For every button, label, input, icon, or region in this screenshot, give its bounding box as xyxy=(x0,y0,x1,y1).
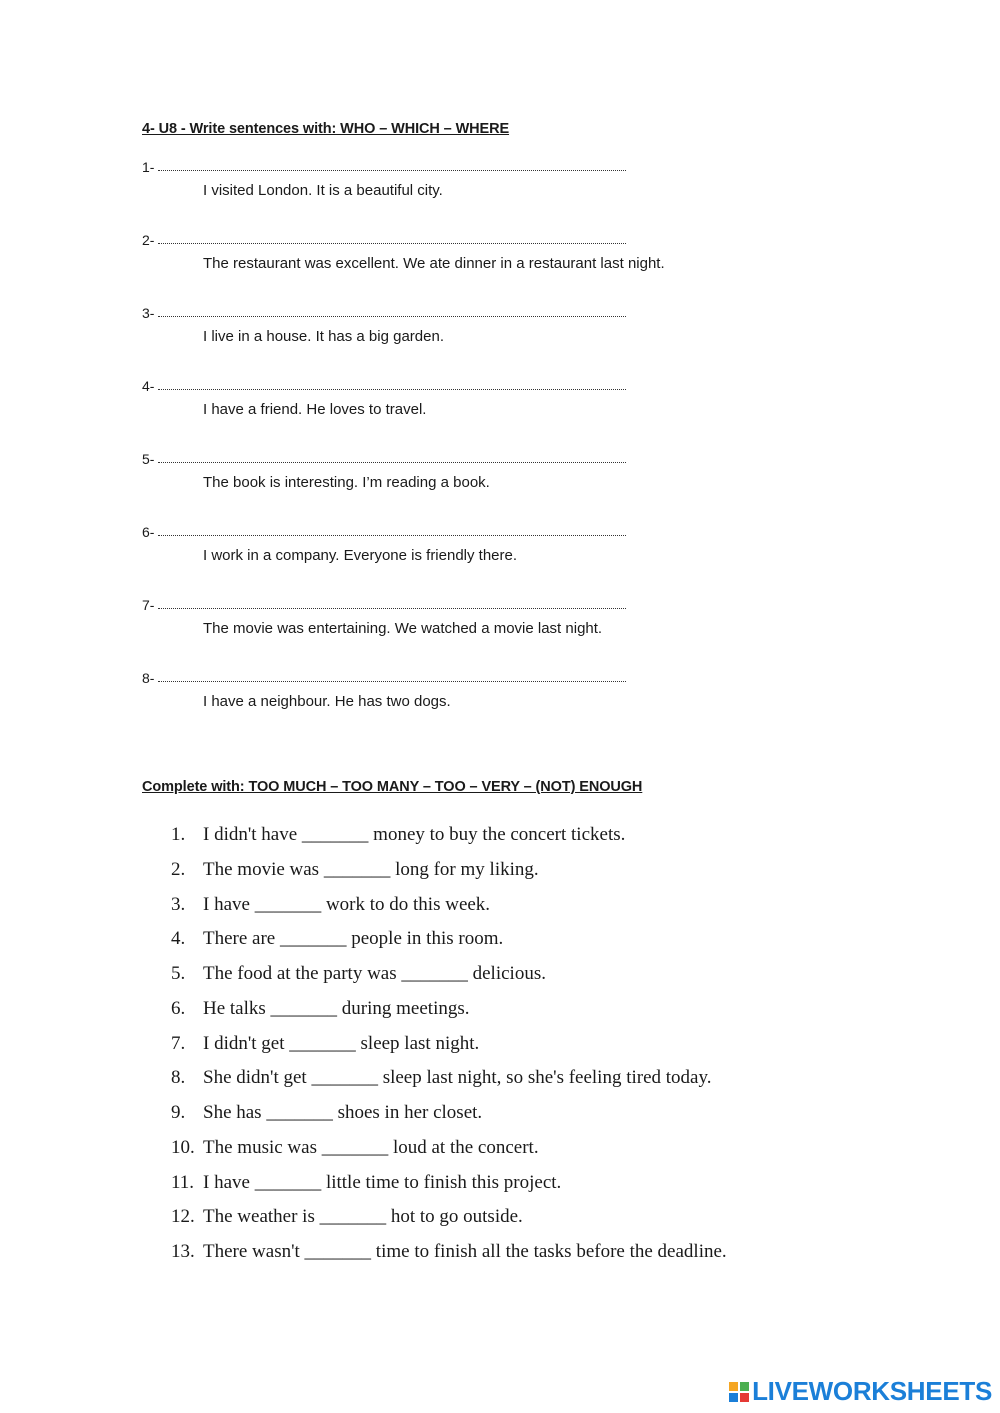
item-number: 7. xyxy=(171,1032,186,1054)
list-item xyxy=(171,998,727,1033)
prompt-text: The restaurant was excellent. We ate dinner in a restaurant last night. xyxy=(203,255,665,272)
answer-line[interactable] xyxy=(142,232,626,248)
sentence-text: The movie was _______ long for my liking. xyxy=(203,858,539,880)
sentence-text: I didn't get _______ sleep last night. xyxy=(203,1032,480,1054)
list-item xyxy=(171,1102,727,1137)
prompt-text: The movie was entertaining. We watched a movie last night. xyxy=(203,620,603,637)
answer-line[interactable] xyxy=(142,597,626,613)
sentence-text: I have _______ work to do this week. xyxy=(203,893,491,915)
item-number: 5- xyxy=(142,451,155,467)
answer-blank[interactable] xyxy=(158,450,626,463)
list-item xyxy=(171,1206,727,1241)
sentence-item xyxy=(142,305,762,365)
answer-line[interactable] xyxy=(142,159,626,175)
answer-line[interactable] xyxy=(142,305,626,321)
item-number: 3- xyxy=(142,305,155,321)
prompt-text: I visited London. It is a beautiful city. xyxy=(203,182,443,199)
list-item xyxy=(171,859,727,894)
logo-square-3 xyxy=(729,1393,738,1402)
sentence-text: I have _______ little time to finish this project. xyxy=(203,1171,562,1193)
list-item xyxy=(171,1033,727,1068)
item-number: 4. xyxy=(171,928,186,950)
answer-line[interactable] xyxy=(142,451,626,467)
prompt-text: I have a neighbour. He has two dogs. xyxy=(203,693,451,710)
sentence-item xyxy=(142,451,762,511)
item-number: 3. xyxy=(171,893,186,915)
section1-title: 4- U8 - Write sentences with: WHO – WHICH – WHERE xyxy=(142,121,510,137)
prompt-text: I work in a company. Everyone is friendly there. xyxy=(203,547,518,564)
logo-square-1 xyxy=(729,1382,738,1391)
item-number: 11. xyxy=(171,1171,195,1193)
answer-blank[interactable] xyxy=(158,304,626,317)
answer-blank[interactable] xyxy=(158,596,626,609)
logo-square-4 xyxy=(740,1393,749,1402)
item-number: 6. xyxy=(171,997,186,1019)
answer-line[interactable] xyxy=(142,378,626,394)
item-number: 4- xyxy=(142,378,155,394)
item-number: 12. xyxy=(171,1206,195,1228)
sentence-item xyxy=(142,524,762,584)
sentence-item xyxy=(142,670,762,730)
list-item xyxy=(171,928,727,963)
sentence-text: There are _______ people in this room. xyxy=(203,928,504,950)
answer-line[interactable] xyxy=(142,524,626,540)
sentence-item xyxy=(142,159,762,219)
item-number: 2- xyxy=(142,232,155,248)
list-item xyxy=(171,1172,727,1207)
list-item xyxy=(171,894,727,929)
item-number: 5. xyxy=(171,963,186,984)
sentence-text: He talks _______ during meetings. xyxy=(203,997,470,1019)
item-number: 2. xyxy=(171,858,186,880)
list-item xyxy=(171,963,727,998)
sentence-text: The music was _______ loud at the concert. xyxy=(203,1136,539,1158)
item-number: 13. xyxy=(171,1241,195,1262)
answer-blank[interactable] xyxy=(158,377,626,390)
sentence-text: The food at the party was _______ delicious. xyxy=(203,963,546,984)
item-number: 9. xyxy=(171,1102,186,1123)
section2-title: Complete with: TOO MUCH – TOO MANY – TOO – VERY – (NOT) ENOUGH xyxy=(142,779,643,795)
prompt-text: I have a friend. He loves to travel. xyxy=(203,401,427,418)
item-number: 7- xyxy=(142,597,155,613)
sentence-text: The weather is _______ hot to go outside. xyxy=(203,1206,523,1228)
answer-line[interactable] xyxy=(142,670,626,686)
sentence-item xyxy=(142,378,762,438)
logo-mark-icon xyxy=(729,1382,749,1402)
list-item xyxy=(171,1241,727,1276)
prompt-text: The book is interesting. I’m reading a book. xyxy=(203,474,490,491)
list-item xyxy=(171,824,727,859)
prompt-text: I live in a house. It has a big garden. xyxy=(203,328,444,345)
answer-blank[interactable] xyxy=(158,158,626,171)
answer-blank[interactable] xyxy=(158,231,626,244)
list-item xyxy=(171,1067,727,1102)
answer-blank[interactable] xyxy=(158,669,626,682)
sentence-item xyxy=(142,597,762,657)
item-number: 1. xyxy=(171,824,186,845)
logo-text: LIVEWORKSHEETS xyxy=(752,1376,992,1406)
sentence-item xyxy=(142,232,762,292)
item-number: 8. xyxy=(171,1067,186,1089)
liveworksheets-logo xyxy=(729,1376,992,1407)
sentence-text: There wasn't _______ time to finish all the tasks before the deadline. xyxy=(203,1241,727,1262)
answer-blank[interactable] xyxy=(158,523,626,536)
item-number: 6- xyxy=(142,524,155,540)
sentence-text: She has _______ shoes in her closet. xyxy=(203,1102,483,1123)
list-item xyxy=(171,1137,727,1172)
sentence-text: I didn't have _______ money to buy the concert tickets. xyxy=(203,824,626,845)
fill-in-blanks-exercise xyxy=(171,824,727,1276)
item-number: 10. xyxy=(171,1136,195,1158)
logo-square-2 xyxy=(740,1382,749,1391)
sentence-text: She didn't get _______ sleep last night, so she's feeling tired today. xyxy=(203,1067,712,1089)
item-number: 8- xyxy=(142,670,155,686)
item-number: 1- xyxy=(142,159,155,175)
